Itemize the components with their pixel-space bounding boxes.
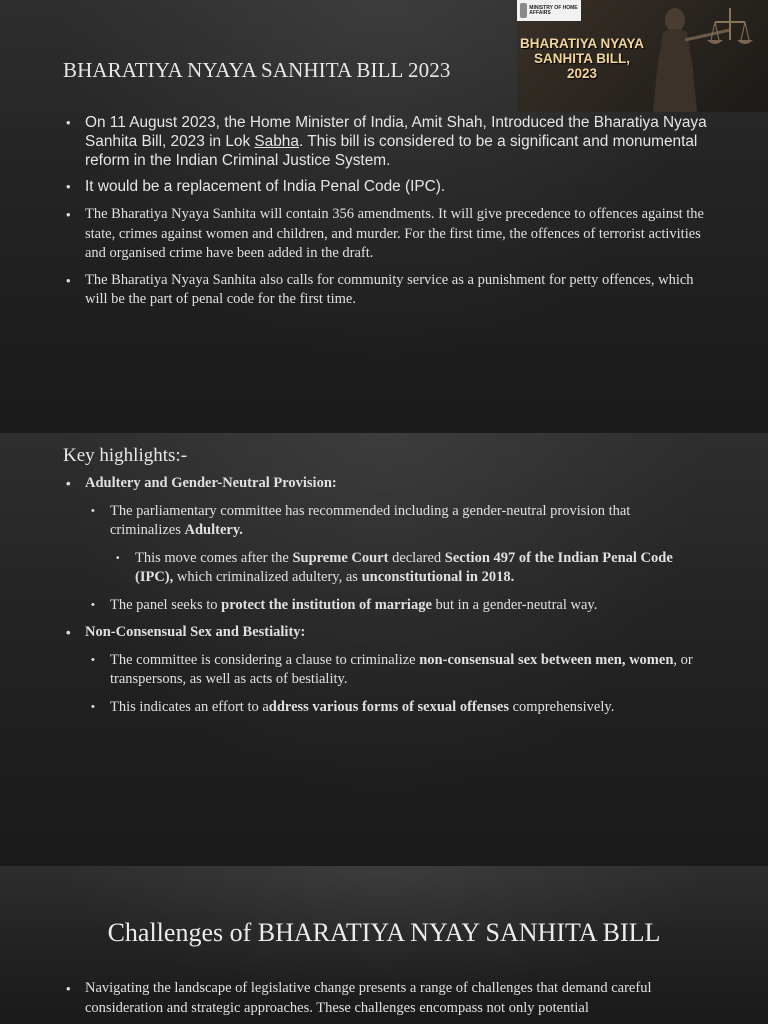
lady-justice-icon <box>635 0 768 112</box>
slide-1-title: BHARATIYA NYAYA SANHITA BILL 2023 <box>63 58 451 82</box>
banner-line-1: BHARATIYA NYAYA <box>519 36 645 51</box>
bullet-text: The parliamentary committee has recommended including a gender-neutral provision that criminalizes <box>110 502 631 538</box>
bullet-text-bold: unconstitutional in 2018. <box>361 569 515 585</box>
slide-2 <box>0 433 768 865</box>
bullet-text-bold: Section 497 of the Indian Penal Code (IPC), <box>135 549 673 585</box>
list-item <box>63 271 713 310</box>
bullet-text-bold: Supreme Court <box>292 549 389 566</box>
list-item-indent <box>63 651 703 690</box>
list-item <box>88 596 703 616</box>
bullet-text-bold: Adultery. <box>184 522 243 538</box>
slide-3-bullets <box>63 979 703 1018</box>
bullet-text: This indicates an effort to a <box>110 698 269 715</box>
slide-3-title: Challenges of BHARATIYA NYAY SANHITA BILL <box>107 918 661 947</box>
list-item <box>113 549 703 588</box>
bullet-text: The Bharatiya Nyaya Sanhita also calls for community service as a punishment for petty offences, which will be the part of penal code for the first time. <box>85 271 694 307</box>
bullet-text: but in a gender-neutral way. <box>431 596 598 613</box>
bullet-text: On 11 August 2023, the Home Minister of India, Amit Shah, Introduced the Bharatiya Nyaya Sanhita Bill, 2023 in Lok <box>85 114 707 150</box>
bullet-text: , or transpersons, as well as acts of bestiality. <box>110 651 693 687</box>
list-item <box>88 698 703 718</box>
slide-1 <box>0 0 768 432</box>
bullet-text-bold: protect the institution of marriage <box>221 596 432 613</box>
list-item <box>63 979 703 1018</box>
list-item-indent <box>63 698 703 718</box>
bullet-text: This move comes after the <box>135 549 293 566</box>
list-item-indent <box>63 596 703 616</box>
bullet-text: which criminalized adultery, as <box>173 569 362 585</box>
sabha-link[interactable]: Sabha <box>254 133 299 150</box>
bullet-text: Adultery and Gender-Neutral Provision: <box>85 475 337 491</box>
banner-text <box>517 36 647 81</box>
bullet-text: The Bharatiya Nyaya Sanhita will contain 356 amendments. It will give precedence to offences against the state, crimes against women and children, and murder. For the first time, the offences of terrorist activities and organised crime have been added in the draft. <box>85 206 704 261</box>
bill-banner-image <box>517 0 768 112</box>
list-item <box>63 623 703 643</box>
slide-2-bullets <box>63 474 703 717</box>
list-item <box>63 205 713 264</box>
slide-1-bullets <box>63 113 713 310</box>
ministry-label: MINISTRY OF HOME AFFAIRS <box>529 4 578 16</box>
bullet-text: comprehensively. <box>508 698 615 715</box>
bullet-text-bold: non-consensual sex between men, women <box>419 651 674 668</box>
list-item <box>63 113 713 170</box>
bullet-text: Navigating the landscape of legislative change presents a range of challenges that demand careful consideration and strategic approaches. These challenges encompass not only potential <box>85 980 652 1016</box>
bullet-text: The committee is considering a clause to criminalize <box>110 651 420 668</box>
bullet-text: Non-Consensual Sex and Bestiality: <box>85 624 306 640</box>
bullet-text-bold: ddress various forms of sexual offenses <box>268 698 509 715</box>
national-emblem-icon <box>520 3 527 18</box>
bullet-text: The panel seeks to <box>110 596 222 613</box>
list-item <box>63 177 713 196</box>
key-highlights-heading: Key highlights:- <box>63 445 188 466</box>
bullet-text: declared <box>388 549 445 566</box>
slide-3 <box>0 866 768 1024</box>
list-item <box>88 502 703 541</box>
list-item <box>88 651 703 690</box>
list-item-indent <box>63 502 703 541</box>
banner-line-2: SANHITA BILL, <box>534 51 630 66</box>
ministry-logo <box>517 0 581 21</box>
list-item <box>63 474 703 494</box>
banner-line-3: 2023 <box>566 66 598 81</box>
bullet-text: It would be a replacement of India Penal Code (IPC). <box>85 178 446 195</box>
list-item-indent <box>63 549 703 588</box>
bullet-text: . This bill is considered to be a significant and monumental reform in the Indian Criminal Justice System. <box>85 133 698 169</box>
